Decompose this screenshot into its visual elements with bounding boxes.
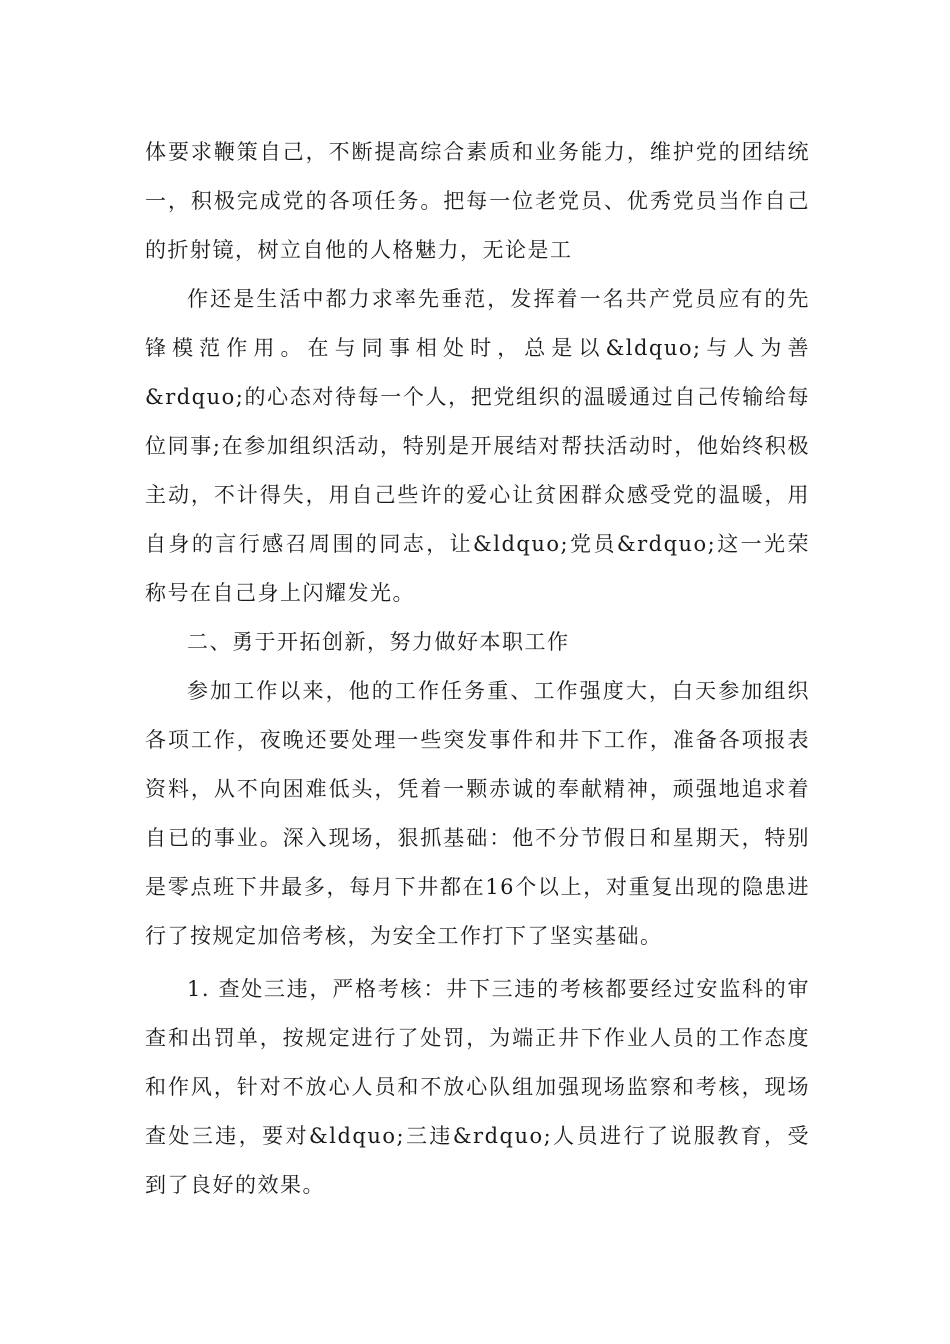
document-body: [145, 128, 810, 1210]
paragraph-3: 参加工作以来，他的工作任务重、工作强度大，白天参加组织各项工作，夜晚还要处理一些突发事件和井下工作，准备各项报表资料，从不向困难低头，凭着一颗赤诚的奉献精神，顽强地追求着自已的事业。深入现场，狠抓基础：他不分节假日和星期天，特别是零点班下井最多，每月下井都在16个以上，对重复出现的隐患进行了按规定加倍考核，为安全工作打下了坚实基础。: [145, 679, 810, 948]
paragraph-2: 作还是生活中都力求率先垂范，发挥着一名共产党员应有的先锋模范作用。在与同事相处时，总是以&ldquo;与人为善&rdquo;的心态对待每一个人，把党组织的温暖通过自己传输给每位同事;在参加组织活动，特别是开展结对帮扶活动时，他始终积极主动，不计得失，用自己些许的爱心让贫困群众感受党的温暖，用自身的言行感召周围的同志，让&ldquo;党员&rdquo;这一光荣称号在自己身上闪耀发光。: [145, 287, 810, 605]
section-heading: 二、勇于开拓创新，努力做好本职工作: [187, 630, 570, 654]
paragraph-4: 1. 查处三违，严格考核：井下三违的考核都要经过安监科的审查和出罚单，按规定进行了处罚，为端正井下作业人员的工作态度和作风，针对不放心人员和不放心队组加强现场监察和考核，现场查处三违，要对&ldquo;三违&rdquo;人员进行了说服教育，受到了良好的效果。: [145, 977, 810, 1197]
paragraph-1: 体要求鞭策自己，不断提高综合素质和业务能力，维护党的团结统一，积极完成党的各项任务。把每一位老党员、优秀党员当作自己的折射镜，树立自他的人格魅力，无论是工: [145, 140, 810, 262]
